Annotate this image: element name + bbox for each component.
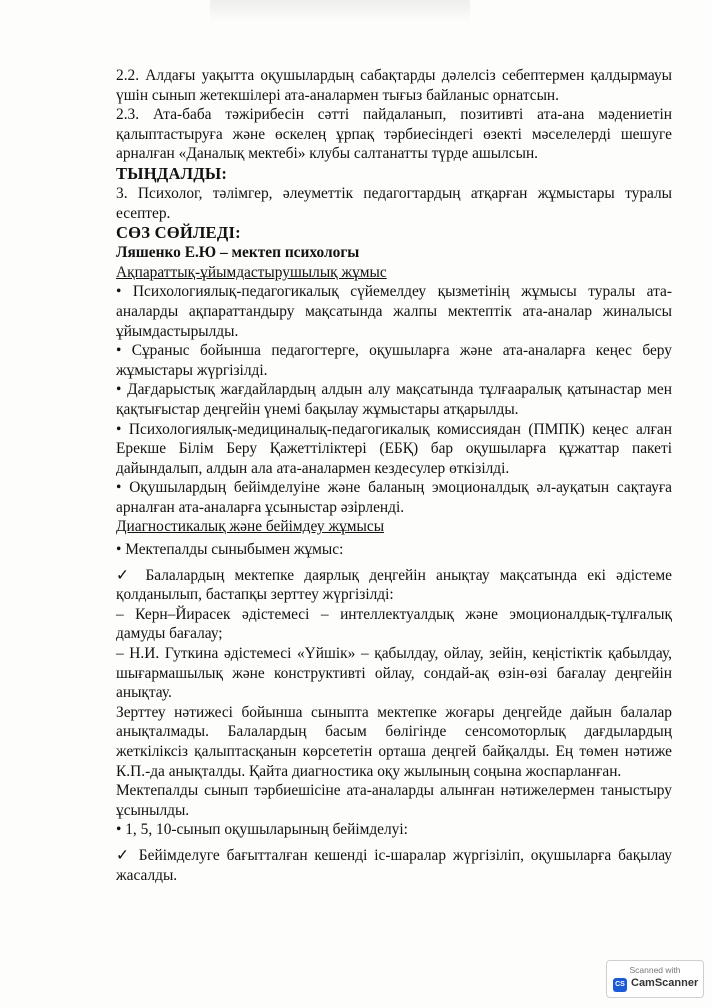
check-item: ✓ Балалардың мектепке даярлық деңгейін анықтау мақсатында екі әдістеме қолданылып, бастапқы зерттеу жүргізілді:: [116, 566, 672, 604]
dash-item: – Керн–Йирасек әдістемесі – интеллектуалдық және эмоционалдық-тұлғалық дамуды бағалау;: [116, 605, 672, 643]
recommendation-paragraph: Мектепалды сынып тәрбиешісіне ата-аналарды алынған нәтижелермен таныстыру ұсынылды.: [116, 782, 672, 819]
check-item: ✓ Бейімделуге бағытталған кешенді іс-шаралар жүргізіліп, оқушыларға бақылау жасалды.: [116, 846, 672, 884]
bullet-item: • Дағдарыстық жағдайлардың алдын алу мақсатында тұлғааралық қатынастар мен қақтығыстар деңгейін үнемі бақылау жұмыстары атқарылды.: [116, 381, 672, 418]
dash-item: – Н.И. Гуткина әдістемесі «Үйшік» – қабылдау, ойлау, зейін, кеңістіктік қабылдау, шығармашылық және конструктивті ойлау, сондай-ақ өзін-өзі бағалау деңгейін анықтау.: [116, 645, 672, 702]
item-3: 3. Психолог, тәлімгер, әлеуметтік педагогтардың атқарған жұмыстары туралы есептер.: [116, 184, 672, 222]
bullet-item: • Психологиялық-педагогикалық сүйемелдеу қызметінің жұмысы туралы ата-аналарды ақпараттандыру мақсатында жалпы мектептік ата-аналар жиналысы ұйымдастырылды.: [116, 283, 672, 340]
heading-spoke: СӨЗ СӨЙЛЕДІ:: [116, 223, 241, 243]
camscanner-logo-icon: CS: [613, 978, 627, 992]
camscanner-watermark: [606, 960, 704, 998]
item-2-3: 2.3. Ата-баба тәжірибесін сәтті пайдаланып, позитивті ата-ана мәдениетін қалыптастыруға және өскелең ұрпақ тәрбиесіндегі өзекті мәселелерді шешуге арналған «Даналық мектебі» клубы салтанатты түрде ашылсын.: [116, 106, 672, 163]
watermark-app-name: CamScanner: [631, 977, 699, 989]
heading-listened: ТЫҢДАЛДЫ:: [116, 163, 228, 183]
bullet-item: • Мектепалды сыныбымен жұмыс:: [116, 541, 344, 559]
item-2-2: 2.2. Алдағы уақытта оқушылардың сабақтарды дәлелсіз себептермен қалдырмауы үшін сынып жетекшілері ата-аналармен тығыз байланыс орнатсын.: [116, 67, 672, 104]
section-info-org: Ақпараттық-ұйымдастырушылық жұмыс: [116, 263, 387, 281]
bullet-item: • Оқушылардың бейімделуіне және баланың эмоционалдық әл-ауқатын сақтауға арналған ата-аналарға ұсыныстар әзірленді.: [116, 479, 672, 516]
bullet-item: • 1, 5, 10-сынып оқушыларының бейімделуі:: [116, 821, 408, 839]
result-paragraph: Зерттеу нәтижесі бойынша сыныпта мектепке жоғары деңгейде дайын балалар анықталмады. Балалардың басым бөлігінде сенсомоторлық дағдылардың жеткіліксіз қалыптасқанын көрсететін орташа деңгей байқалды. Ең төмен нәтиже К.П.-да анықталды. Қайта диагностика оқу жылының соңына жоспарланған.: [116, 703, 672, 780]
document-body: [116, 66, 672, 885]
section-diagnostic: Диагностикалық және бейімдеу жұмысы: [116, 518, 385, 536]
bullet-item: • Психологиялық-медициналық-педагогикалық комиссиядан (ПМПК) кеңес алған Ерекше Білім Беру Қажеттіліктері (ЕБҚ) бар оқушыларға құжаттар пакеті дайындалып, алдын ала ата-аналармен кездесулер өткізілді.: [116, 420, 672, 477]
watermark-caption: Scanned with: [629, 965, 681, 975]
speaker-name: Ляшенко Е.Ю – мектеп психологы: [116, 244, 360, 262]
scan-bleed-shadow: [210, 0, 470, 22]
bullet-item: • Сұраныс бойынша педагогтерге, оқушыларға және ата-аналарға кеңес беру жұмыстары жүргізілді.: [116, 342, 672, 379]
